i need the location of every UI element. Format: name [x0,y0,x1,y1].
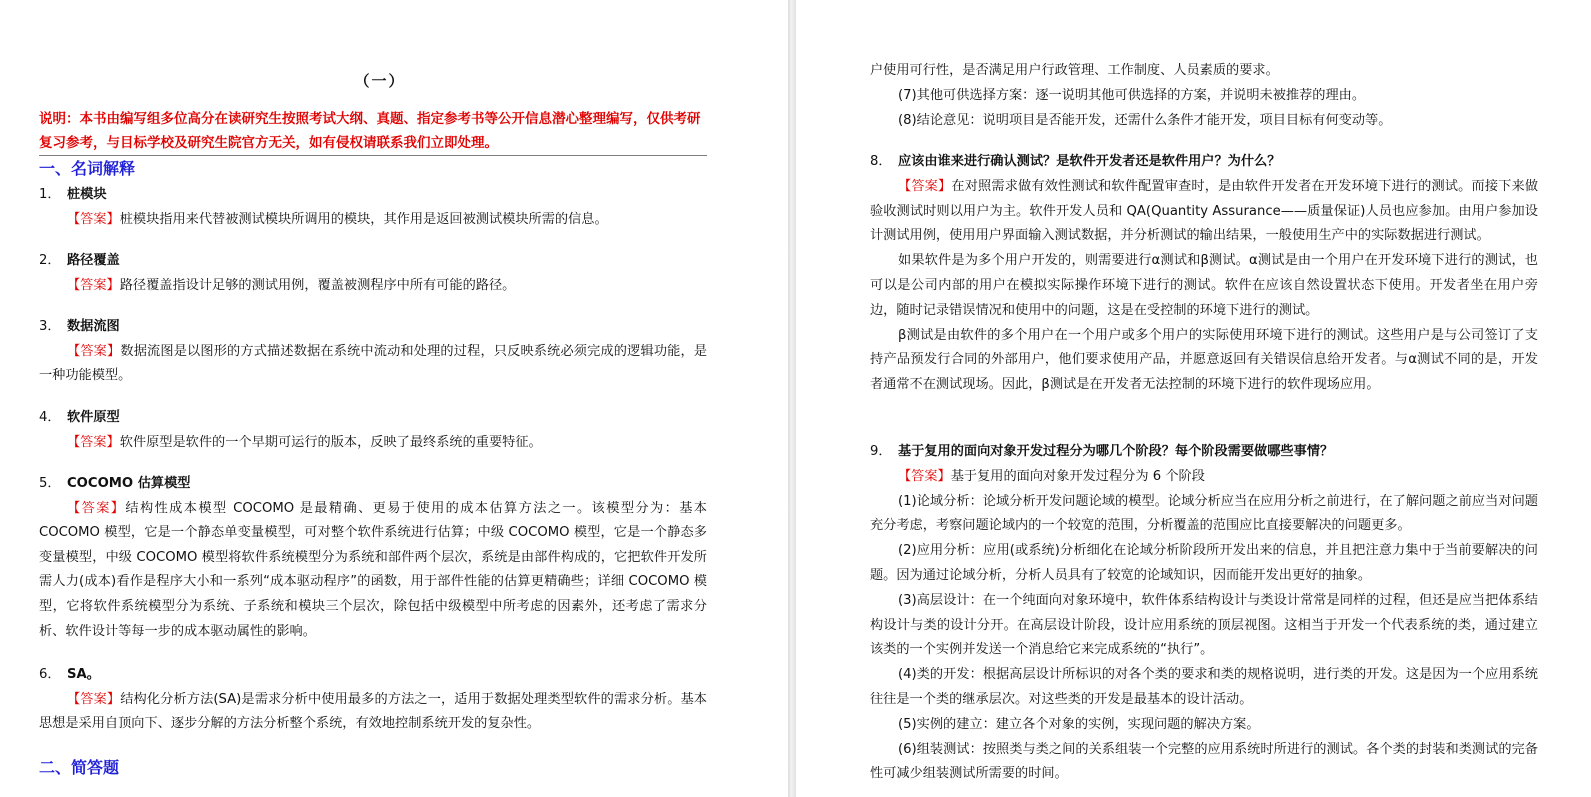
question-title: 应该由谁来进行确认测试？是软件开发者还是软件用户？为什么？ [898,154,1281,169]
answer-label: 【答案】 [67,277,120,293]
item-number: 4． [39,410,61,425]
item-title: 桩模块 [67,187,107,202]
question-title: 基于复用的面向对象开发过程分为哪几个阶段？每个阶段需要做哪些事情？ [898,444,1334,459]
term-item [39,315,707,389]
paragraph: (1)论域分析：论域分析开发问题论域的模型。论域分析应当在应用分析之前进行，在了解问题之前应当对问题充分考虑，考察问题论域内的一个较宽的范围，分析覆盖的范围应比直接要解决的问题更多。 [870,493,1538,534]
paragraph: 如果软件是为多个用户开发的，则需要进行α测试和β测试。α测试是由一个用户在开发环境下进行的测试，也可以是公司内部的用户在模拟实际操作环境下进行的测试。软件在应该自然设置状态下使用。开发者坐在用户旁边，随时记录错误情况和使用中的问题，这是在受控制的环境下进行的测试。 [870,253,1538,318]
answer-text: 桩模块指用来代替被测试模块所调用的模块，其作用是返回被测试模块所需的信息。 [119,211,608,227]
answer-text: 结构性成本模型 COCOMO 是最精确、更易于使用的成本估算方法之一。该模型分为：基本 COCOMO 模型，它是一个静态单变量模型，可对整个软件系统进行估算；中级 COCOMO 模型，它是一个静态多变量模型，中级 COCOMO 模型将软件系统模型分为系统和部件两个层次，系统是由部件构成的，它把软件开发所需人力(成本)看作是程序大小和一系列“成本驱动程序”的函数，用于部件性能的估算更精确些；详细 COCOMO 模型，它将软件系统模型分为系统、子系统和模块三个层次，除包括中级模型中所考虑的因素外，还考虑了需求分析、软件设计等每一步的成本驱动属性的影响。 [39,500,707,639]
item-title: 路径覆盖 [67,253,120,268]
answer-label: 【答案】 [67,500,126,516]
answer-text: 路径覆盖指设计足够的测试用例，覆盖被测程序中所有可能的路径。 [119,277,516,293]
term-item [39,663,707,737]
paragraph: (8)结论意见：说明项目是否能开发，还需什么条件才能开发，项目目标有何变动等。 [898,112,1392,128]
answer-label: 【答案】 [67,434,120,450]
paragraph: (7)其他可供选择方案：逐一说明其他可供选择的方案，并说明未被推荐的理由。 [898,87,1366,103]
paragraph: 户使用可行性，是否满足用户行政管理、工作制度、人员素质的要求。 [870,63,1279,78]
item-number: 5． [39,476,61,491]
page-gutter [788,0,796,797]
answer-label: 【答案】 [67,343,121,359]
item-title: 软件原型 [67,410,120,425]
document-title: （一） [354,72,406,90]
section-divider [39,155,707,156]
section-heading-terms: 一、名词解释 [39,159,136,178]
answer-text: 基于复用的面向对象开发过程分为 6 个阶段 [950,468,1205,484]
item-title: SA。 [67,667,100,682]
question-8 [870,150,1538,398]
item-number: 1． [39,187,61,202]
answer-text: 数据流图是以图形的方式描述数据在系统中流动和处理的过程，只反映系统必须完成的逻辑功能，是一种功能模型。 [39,343,708,384]
answer-label: 【答案】 [898,468,951,484]
question-number: 9． [870,444,892,459]
item-number: 3． [39,319,61,334]
answer-text: 结构化分析方法(SA)是需求分析中使用最多的方法之一，适用于数据处理类型软件的需求分析。基本思想是采用自顶向下、逐步分解的方法分析整个系统，有效地控制系统开发的复杂性。 [39,691,707,732]
item-number: 6． [39,667,61,682]
question-number: 8． [870,154,892,169]
paragraph: (2)应用分析：应用(或系统)分析细化在论域分析阶段所开发出来的信息，并且把注意力集中于当前要解决的问题。因为通过论域分析，分析人员具有了较宽的论域知识，因而能开发出更好的抽象。 [870,543,1538,583]
answer-label: 【答案】 [67,691,121,707]
question-9 [870,440,1538,787]
answer-label: 【答案】 [898,178,952,194]
item-number: 2． [39,253,61,268]
paragraph: (6)组装测试：按照类与类之间的关系组装一个完整的应用系统时所进行的测试。各个类的封装和类测试的完备性可减少组装测试所需要的时间。 [870,741,1538,782]
paragraph: (4)类的开发：根据高层设计所标识的对各个类的要求和类的规格说明，进行类的开发。这是因为一个应用系统往往是一个类的继承层次。对这些类的开发是最基本的设计活动。 [870,667,1538,707]
term-item [39,472,707,644]
disclaimer-text: 说明：本书由编写组多位高分在读研究生按照考试大纲、真题、指定参考书等公开信息潜心整理编写，仅供考研复习参考，与目标学校及研究生院官方无关，如有侵权请联系我们立即处理。 [39,111,701,151]
term-item [39,406,707,455]
term-item [39,183,707,232]
answer-label: 【答案】 [67,211,120,227]
right-page [796,0,1591,797]
answer-text: 在对照需求做有效性测试和软件配置审查时，是由软件开发者在开发环境下进行的测试。而接下来做验收测试时则以用户为主。软件开发人员和 QA(Quantity Assurance——质量保证)人员也应参加。由用户参加设计测试用例，使用用户界面输入测试数据，并分析测试的输出结果，一般使用生产中的实际数据进行测试。 [870,178,1539,244]
term-item [39,249,707,298]
paragraph: (3)高层设计：在一个纯面向对象环境中，软件体系结构设计与类设计常常是同样的过程，但还是应当把体系结构设计与类的设计分开。在高层设计阶段，设计应用系统的顶层视图。这相当于开发一个代表系统的类，通过建立该类的一个实例并发送一个消息给它来完成系统的“执行”。 [870,592,1538,658]
item-title: 数据流图 [67,319,120,334]
paragraph: β测试是由软件的多个用户在一个用户或多个用户的实际使用环境下进行的测试。这些用户是与公司签订了支持产品预发行合同的外部用户，他们要求使用产品，并愿意返回有关错误信息给开发者。与α测试不同的是，开发者通常不在测试现场。因此，β测试是在开发者无法控制的环境下进行的软件现场应用。 [870,327,1538,393]
answer-text: 软件原型是软件的一个早期可运行的版本，反映了最终系统的重要特征。 [119,434,542,450]
continued-text [870,59,1538,133]
left-page [0,0,788,797]
item-title: COCOMO 估算模型 [67,476,191,491]
section-heading-short-answer: 二、简答题 [39,758,120,777]
paragraph: (5)实例的建立：建立各个对象的实例，实现问题的解决方案。 [898,716,1260,732]
